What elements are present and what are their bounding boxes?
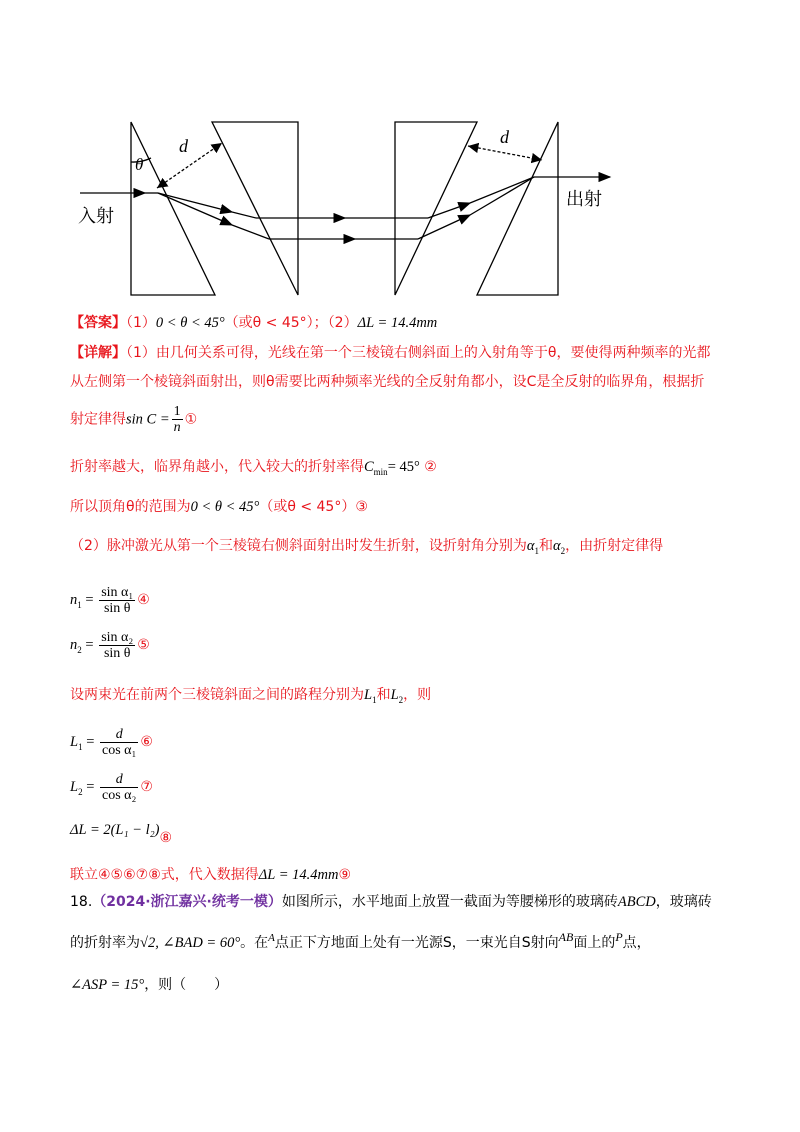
- question-18-line-3: ∠ASP = 15°，则（ ）: [70, 977, 229, 993]
- equation-4: $n_1$ = $\frac{\text{sin α₁}}{\text{sin θ}}$ ④: [70, 584, 150, 616]
- prism-4: [477, 122, 558, 295]
- equation-7: $L_2$ = $\frac{d}{\text{cos α₂}}$ ⑦: [70, 771, 153, 803]
- prism-2: [212, 122, 298, 295]
- question-source: （2024·浙江嘉兴·统考一模）: [92, 894, 282, 910]
- fraction: $\frac{1}{n}$: [173, 404, 181, 435]
- detail-line-3: 射定律得sin C = $\frac{1}{n}$ ①: [70, 404, 198, 435]
- equation-5: $n_2$ = $\frac{\text{sin α₂}}{\text{sin θ}}$ ⑤: [70, 629, 150, 661]
- detail-line-13: 联立④⑤⑥⑦⑧式，代入数据得ΔL = 14.4mm⑨: [70, 867, 351, 883]
- prism-3: [395, 122, 477, 295]
- d-label-left: d: [179, 136, 188, 156]
- theta-label: θ: [135, 155, 144, 174]
- outgoing-label: 出射: [566, 189, 602, 209]
- incident-label: 入射: [78, 206, 114, 226]
- detail-line-4: 折射率越大，临界角越小，代入较大的折射率得$C_{min}= 45^\circ$ ②: [70, 459, 437, 477]
- equation-6: $L_1$ = $\frac{d}{\text{cos α₁}}$ ⑥: [70, 726, 153, 758]
- answer-condition: 0 < θ < 45°: [155, 315, 225, 331]
- detail-tag: 【详解】: [70, 345, 126, 361]
- answer-tag: 【答案】: [70, 315, 126, 331]
- detail-line-9: 设两束光在前两个三棱镜斜面之间的路程分别为$L_1$和$L_2$，则: [70, 687, 432, 705]
- question-number: 18.: [70, 894, 93, 910]
- answer-result: ΔL = 14.4mm: [357, 315, 438, 331]
- prism-1: [131, 122, 215, 295]
- equation-8: ΔL = 2(L₁ − l₂)⑧: [70, 822, 173, 846]
- detail-line-2: 从左侧第一个棱镜斜面射出，则θ需要比两种频率光线的全反射角都小，设C是全反射的临界角，根据折: [70, 374, 705, 390]
- d-dimension-right: [468, 146, 542, 160]
- detail-line-5: 所以顶角θ的范围为0 < θ < 45°（或θ < 45°）③: [70, 499, 368, 515]
- question-18-line-1: 18.（2024·浙江嘉兴·统考一模）如图所示，水平地面上放置一截面为等腰梯形的玻璃砖ABCD，玻璃砖: [70, 894, 712, 910]
- question-18-line-2: 的折射率为√2, ∠BAD = 60°。在$^A$点正下方地面上处有一光源S，一束光自S射向AB面上的P点，: [70, 930, 651, 951]
- answer-line: 【答案】（1）0 < θ < 45°（或θ < 45°）；（2）ΔL = 14.4mm: [70, 315, 438, 331]
- detail-line-1: 【详解】（1）由几何关系可得，光线在第一个三棱镜右侧斜面上的入射角等于θ，要使得两种频率的光都: [70, 345, 711, 361]
- d-dimension-left: [157, 143, 222, 188]
- prism-diagram: [70, 110, 630, 305]
- detail-line-6: （2）脉冲激光从第一个三棱镜右侧斜面射出时发生折射，设折射角分别为$\alpha_1$和$\alpha_2$，由折射定律得: [70, 538, 664, 556]
- d-label-right: d: [500, 127, 509, 147]
